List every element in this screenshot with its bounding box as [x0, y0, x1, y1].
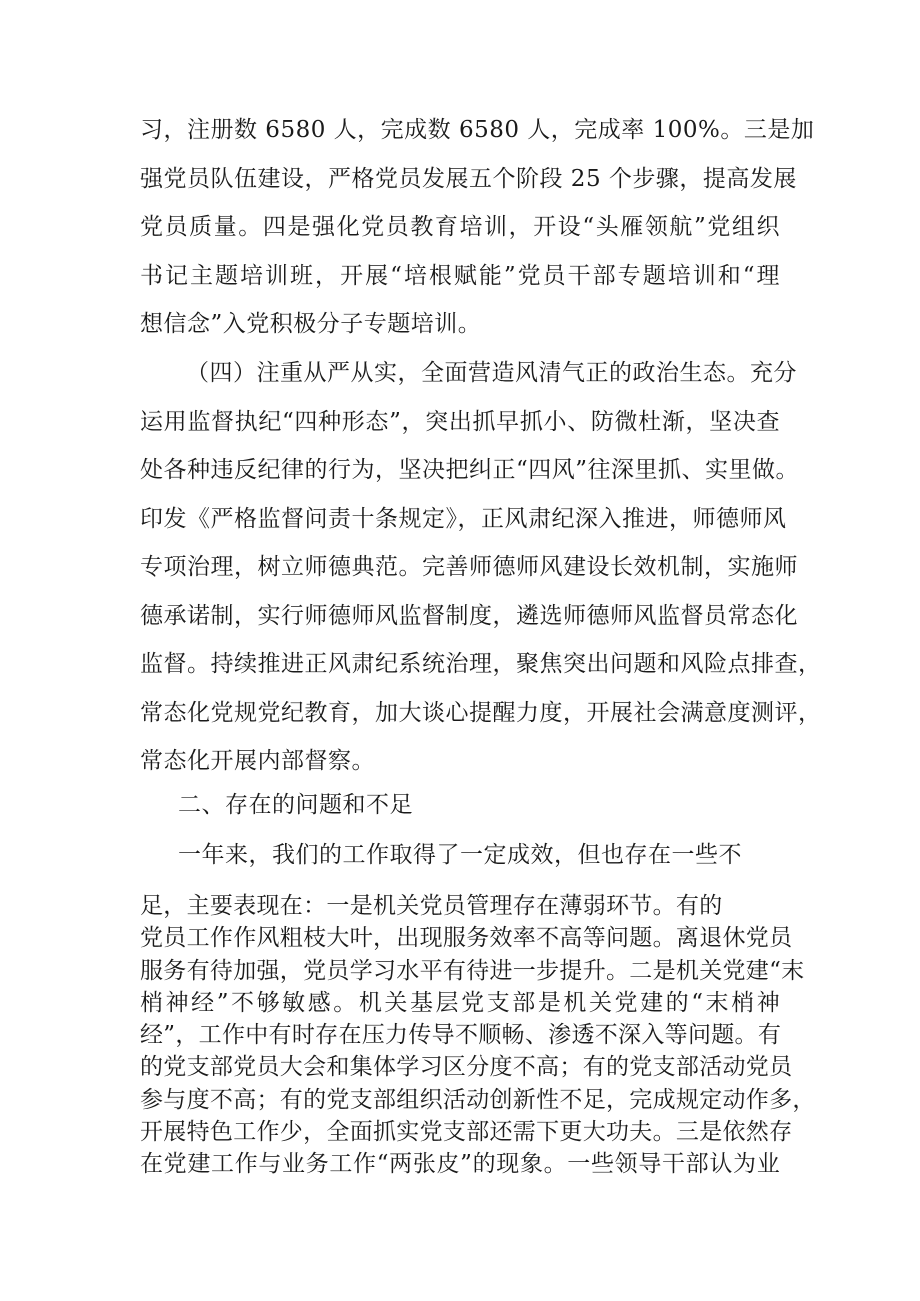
paragraph-political-ecology [140, 349, 822, 785]
text-line: 专项治理，树立师德典范。完善师德师风建设长效机制，实施师 [140, 554, 798, 580]
text-line: 在党建工作与业务工作“两张皮”的现象。一些领导干部认为业 [140, 1151, 780, 1178]
text-line: （四）注重从严从实，全面营造风清气正的政治生态。充分 [186, 360, 797, 386]
text-line: 党员工作作风粗枝大叶，出现服务效率不高等问题。离退休党员 [140, 925, 793, 952]
text-line: 的党支部党员大会和集体学习区分度不高；有的党支部活动党员 [140, 1054, 793, 1081]
text-line: 强党员队伍建设，严格党员发展五个阶段 25 个步骤，提高发展 [140, 165, 797, 192]
text-line: 想信念”入党积极分子专题培训。 [140, 311, 482, 337]
text-line: 习，注册数 6580 人，完成数 6580 人，完成率 100%。三是加 [140, 117, 815, 143]
paragraph-party-education [140, 106, 815, 348]
text-line: 开展特色工作少，全面抓实党支部还需下更大功夫。三是依然存 [140, 1119, 793, 1146]
text-line: 服务有待加强，党员学习水平有待进一步提升。二是机关党建“末 [140, 957, 805, 984]
paragraph-problems [140, 890, 816, 1181]
text-line: 监督。持续推进正风肃纪系统治理，聚焦突出问题和风险点排查， [140, 651, 822, 677]
text-line: 参与度不高；有的党支部组织活动创新性不足，完成规定动作多， [140, 1086, 816, 1113]
text-line: 足，主要表现在：一是机关党员管理存在薄弱环节。有的 [140, 893, 723, 919]
text-line: 常态化党规党纪教育，加大谈心提醒力度，开展社会满意度测评， [140, 699, 822, 726]
text-line: 经”，工作中有时存在压力传导不顺畅、渗透不深入等问题。有 [140, 1022, 782, 1049]
text-line: 常态化开展内部督察。 [140, 748, 375, 774]
section-heading: 二、存在的问题和不足 [178, 792, 413, 818]
text-line: 书记主题培训班，开展“培根赋能”党员干部专题培训和“理 [140, 262, 780, 289]
text-line: 党员质量。四是强化党员教育培训，开设“头雁领航”党组织 [140, 214, 780, 240]
paragraph-problems-first-line: 一年来，我们的工作取得了一定成效，但也存在一些不 [178, 842, 742, 868]
text-line: 印发《严格监督问责十条规定》，正风肃纪深入推进，师德师风 [140, 505, 787, 532]
text-line: 梢神经”不够敏感。机关基层党支部是机关党建的“末梢神 [140, 989, 780, 1016]
text-line: 运用监督执纪“四种形态”，突出抓早抓小、防微杜渐，坚决查 [140, 408, 780, 435]
text-line: 德承诺制，实行师德师风监督制度，遴选师德师风监督员常态化 [140, 602, 798, 629]
text-line: 处各种违反纪律的行为，坚决把纠正“四风”往深里抓、实里做。 [140, 457, 800, 483]
